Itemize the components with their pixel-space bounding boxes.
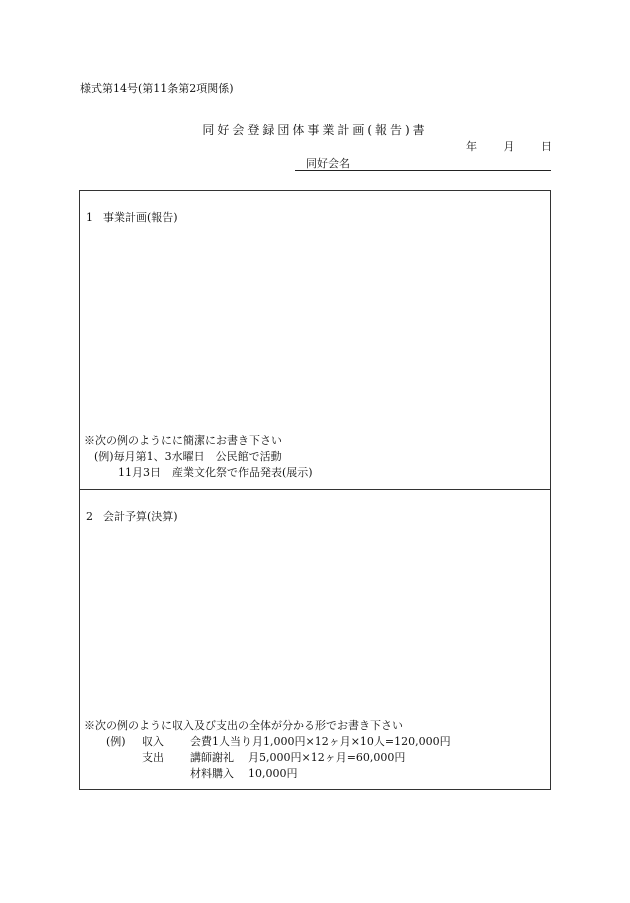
business-plan-heading	[86, 209, 178, 225]
example-line	[84, 465, 313, 481]
income-label: 収入	[142, 735, 164, 748]
section-number: 1	[86, 211, 93, 224]
example-label: (例)	[106, 735, 126, 748]
budget-section[interactable]	[79, 489, 551, 790]
expense-item: 講師謝礼	[190, 751, 234, 764]
example-expense-line	[84, 766, 451, 782]
note-instruction: ※次の例のようにに簡潔にお書き下さい	[84, 434, 282, 447]
note-instruction: ※次の例のように収入及び支出の全体が分かる形でお書き下さい	[84, 719, 403, 732]
income-text: 会費1人当り月1,000円×12ヶ月×10人=120,000円	[190, 735, 451, 748]
date-row	[466, 138, 552, 154]
expense-text: 10,000円	[248, 767, 298, 780]
document-title: 同好会登録団体事業計画(報告)書	[202, 123, 428, 137]
section-heading-text: 事業計画(報告)	[103, 211, 178, 224]
club-name-label: 同好会名	[306, 157, 350, 170]
business-plan-note	[84, 433, 313, 481]
example-expense-line	[84, 750, 451, 766]
expense-text: 月5,000円×12ヶ月=60,000円	[248, 751, 406, 764]
business-plan-section[interactable]	[79, 190, 551, 490]
date-day-label: 日	[541, 140, 552, 153]
date-year-label: 年	[466, 140, 477, 153]
date-month-label: 月	[503, 140, 515, 153]
example-label: (例)	[94, 450, 114, 463]
club-name-field[interactable]	[295, 155, 551, 171]
expense-label: 支出	[142, 751, 164, 764]
expense-item: 材料購入	[190, 767, 234, 780]
section-heading-text: 会計予算(決算)	[103, 510, 178, 523]
form-number: 様式第14号(第11条第2項関係)	[80, 82, 234, 95]
budget-heading	[86, 508, 178, 524]
section-number: 2	[86, 510, 93, 523]
budget-note	[84, 718, 451, 782]
example-line	[84, 449, 313, 465]
example-income-line	[84, 734, 451, 750]
example-text: 11月3日 産業文化祭で作品発表(展示)	[118, 466, 313, 479]
example-text: 毎月第1、3水曜日 公民館で活動	[113, 450, 282, 463]
